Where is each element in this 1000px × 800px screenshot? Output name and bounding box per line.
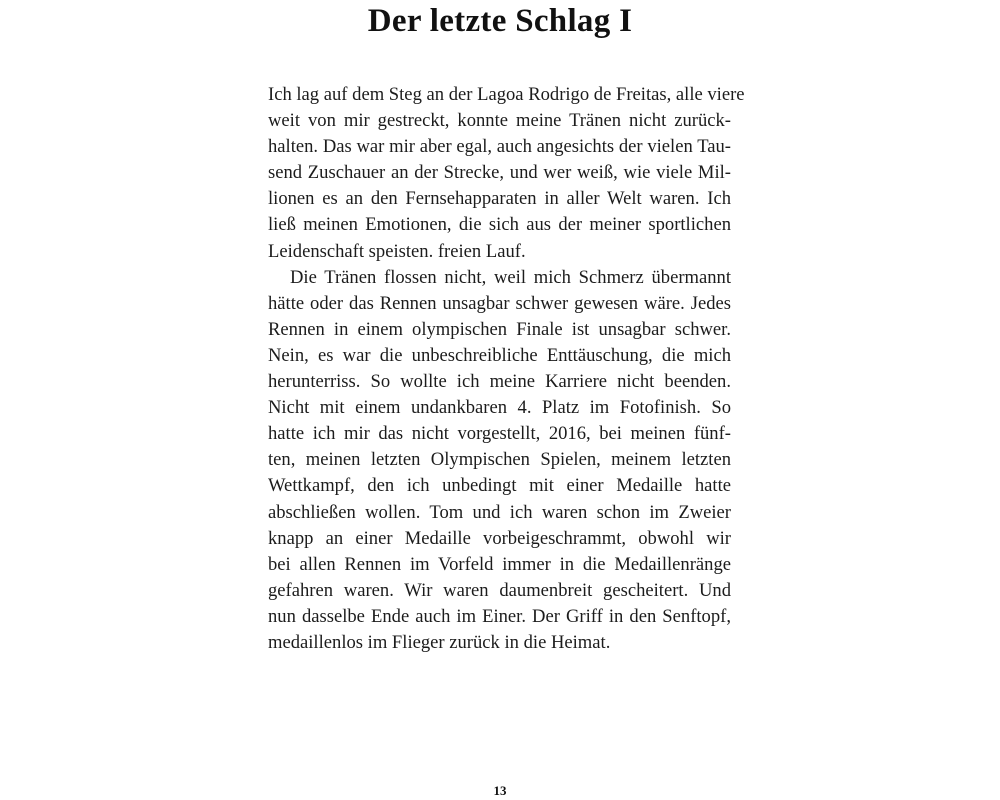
text-line: Ich lag auf dem Steg an der Lagoa Rodrigo de Freitas, alle viere xyxy=(268,84,745,105)
page-number: 13 xyxy=(493,783,507,798)
paragraph-2 xyxy=(268,265,731,656)
text-line: weit von mir gestreckt, konnte meine Tränen nicht zurück- xyxy=(268,110,731,132)
text-line: lionen es an den Fernsehapparaten in aller Welt waren. Ich xyxy=(268,188,731,210)
text-line: send Zuschauer an der Strecke, und wer weiß, wie viele Mil- xyxy=(268,162,731,184)
paragraph-1 xyxy=(268,82,745,265)
text-line: abschließen wollen. Tom und ich waren schon im Zweier xyxy=(268,501,731,523)
text-line: medaillenlos im Flieger zurück in die Heimat. xyxy=(268,631,611,653)
text-line: ließ meinen Emotionen, die sich aus der meiner sportlichen xyxy=(268,214,731,236)
text-line: Nein, es war die unbeschreibliche Enttäuschung, die mich xyxy=(268,344,731,366)
text-line: Wettkampf, den ich unbedingt mit einer Medaille hatte xyxy=(268,475,731,497)
text-line: halten. Das war mir aber egal, auch angesichts der vielen Tau- xyxy=(268,136,731,158)
text-line: ten, meinen letzten Olympischen Spielen, meinem letzten xyxy=(268,449,731,471)
text-line: hätte oder das Rennen unsagbar schwer gewesen wäre. Jedes xyxy=(268,292,731,314)
text-line: Leidenschaft speisten. freien Lauf. xyxy=(268,240,526,262)
text-line: bei allen Rennen im Vorfeld immer in die Medaillenränge xyxy=(268,553,731,575)
text-line: knapp an einer Medaille vorbeigeschrammt, obwohl wir xyxy=(268,527,731,549)
text-line: Die Tränen flossen nicht, weil mich Schmerz übermannt xyxy=(290,266,731,288)
text-line: herunterriss. So wollte ich meine Karriere nicht beenden. xyxy=(268,371,731,393)
text-line: hatte ich mir das nicht vorgestellt, 2016, bei meinen fünf- xyxy=(268,423,731,445)
text-line: Rennen in einem olympischen Finale ist unsagbar schwer. xyxy=(268,318,731,340)
text-line: nun dasselbe Ende auch im Einer. Der Griff in den Senftopf, xyxy=(268,605,731,627)
chapter-title: Der letzte Schlag I xyxy=(367,3,633,39)
text-line: Nicht mit einem undankbaren 4. Platz im Fotofinish. So xyxy=(268,397,731,419)
text-line: gefahren waren. Wir waren daumenbreit gescheitert. Und xyxy=(268,579,731,601)
body-text xyxy=(268,82,745,656)
